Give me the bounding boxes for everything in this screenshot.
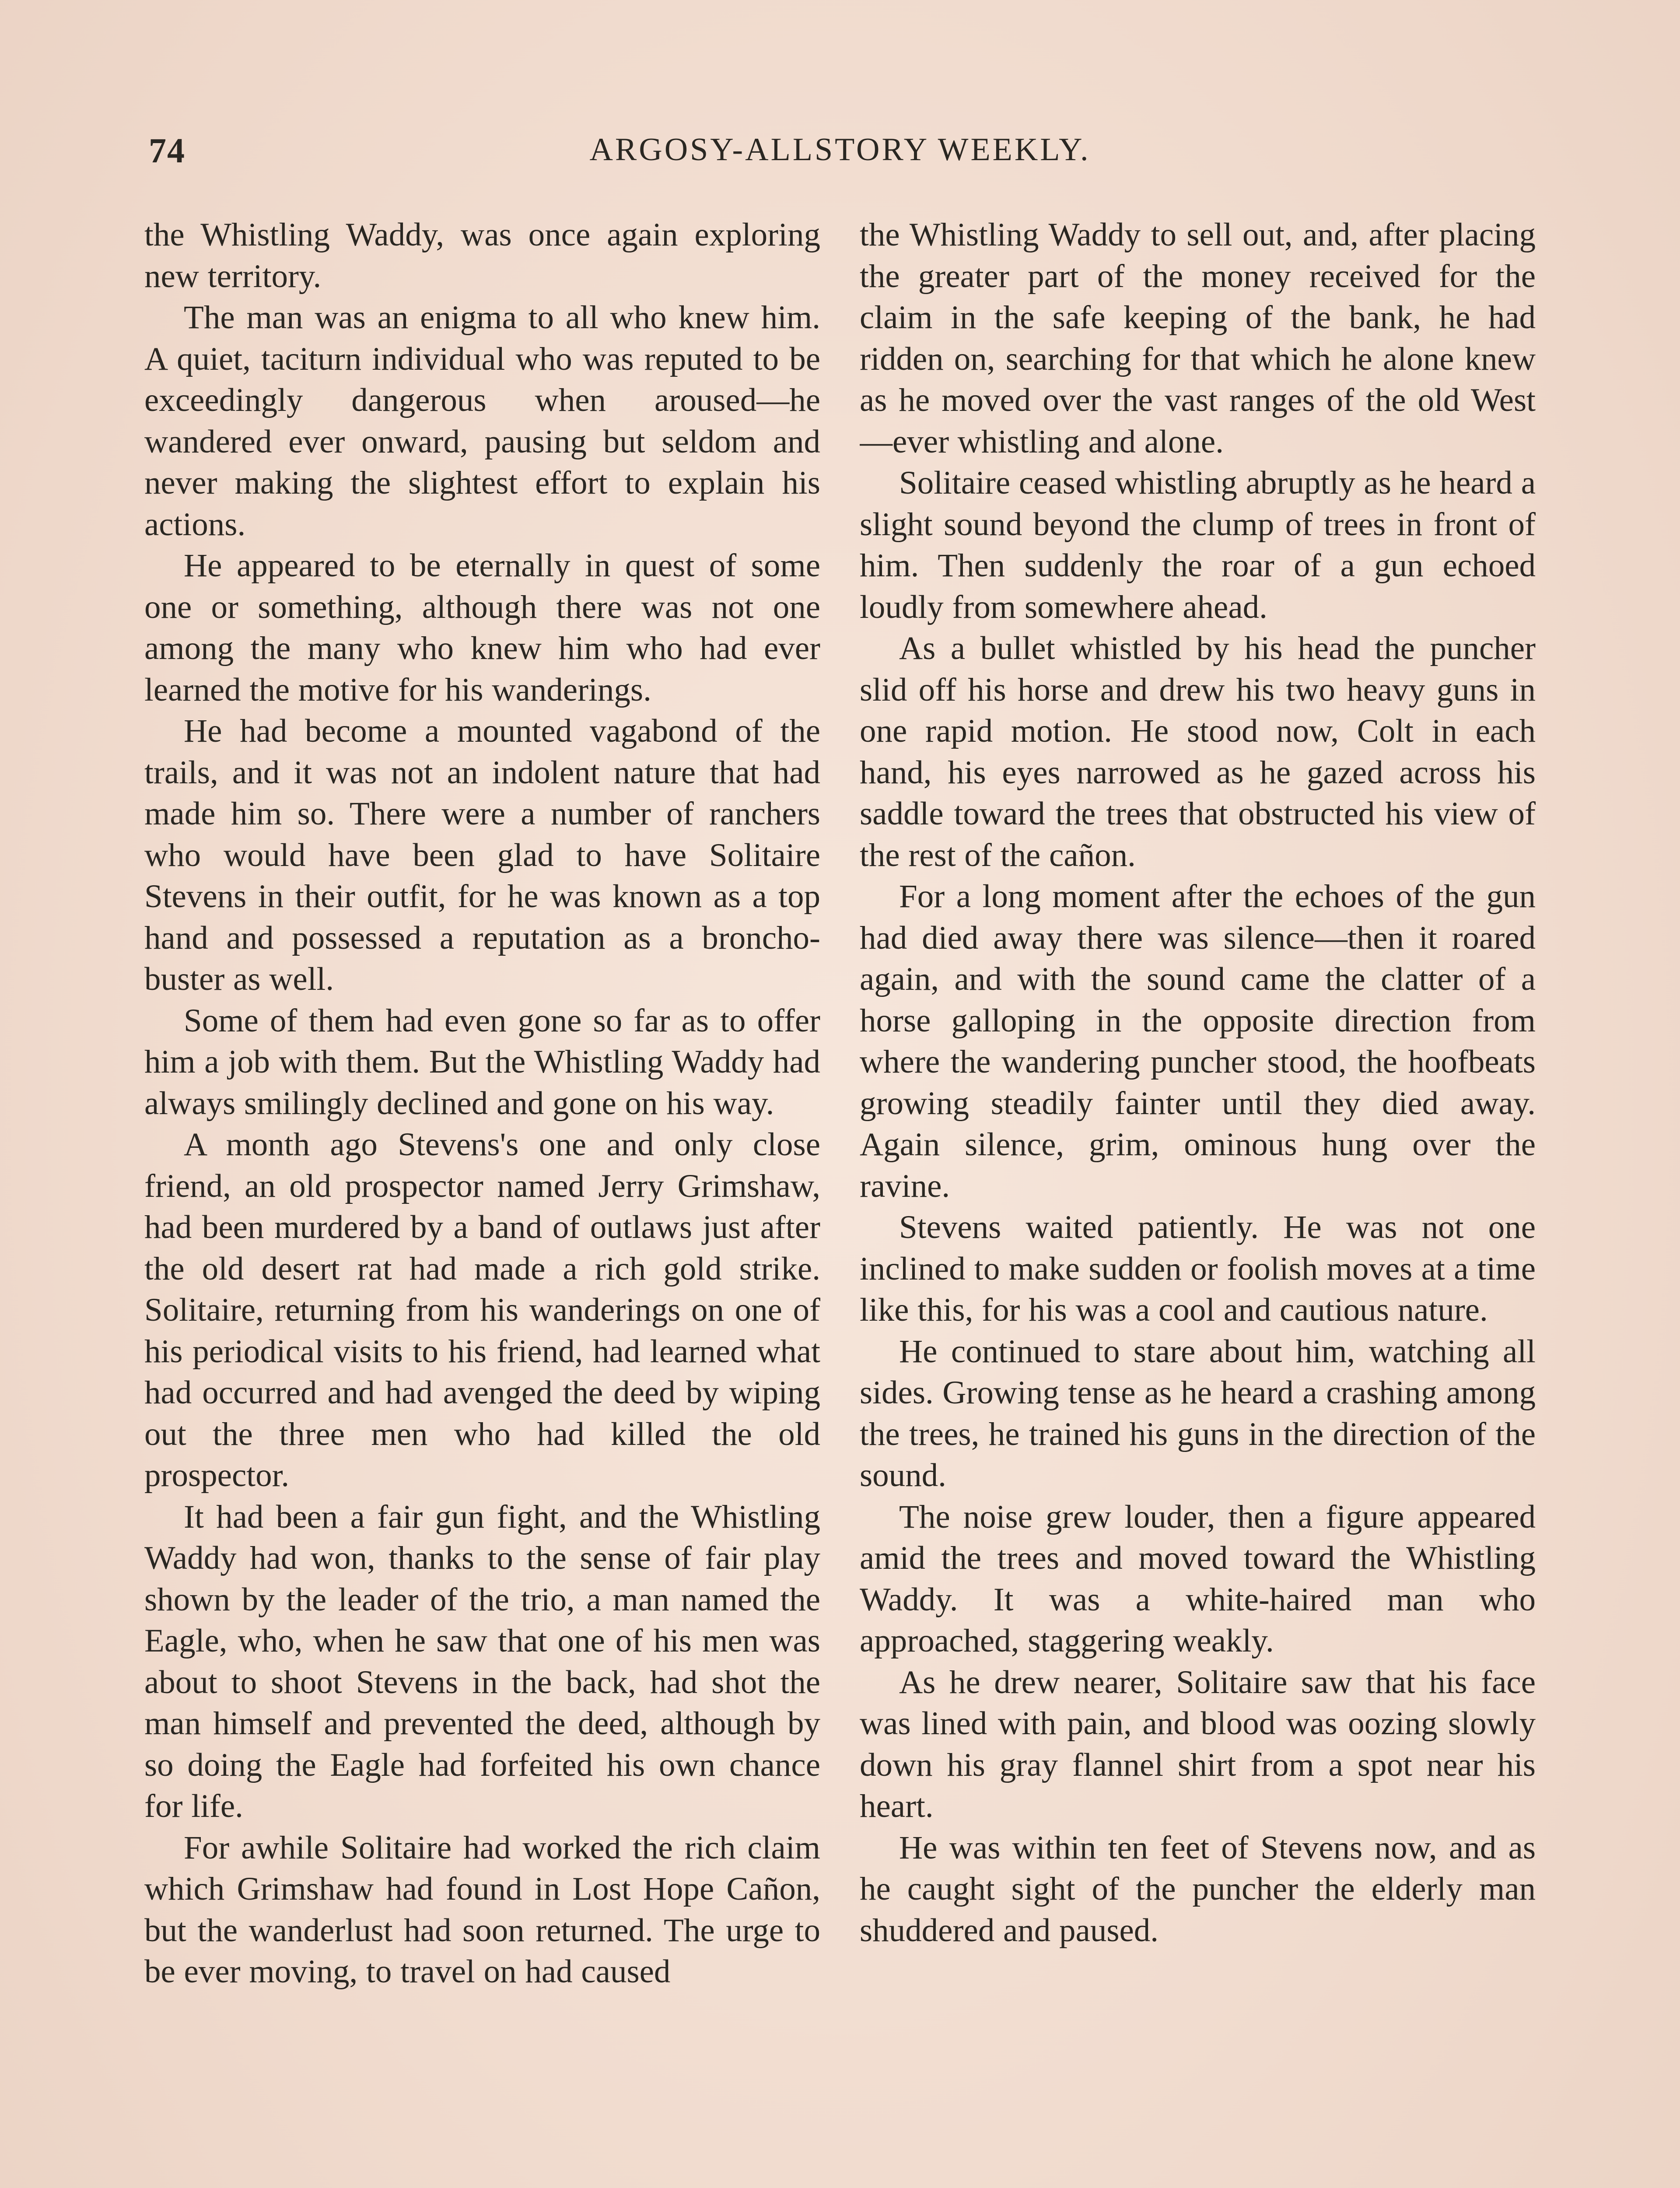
paragraph: A month ago Stevens's one and only close friend, an old prospector named Jerry Grimshaw, had been murdered by a band of outlaws just after the old desert rat had made a rich gold strike. Solitaire, returning from his wanderings on one of his periodical visits to his friend, had learned what had occurred and had avenged the deed by wiping out the three men who had killed the old prospector. [144, 1126, 820, 1494]
paragraph: The man was an enigma to all who knew him. A quiet, taciturn individual who was reputed to be exceedingly dangerous when aroused—he wandered ever onward, pausing but seldom and never making the slightest effort to explain his actions. [144, 299, 820, 543]
paragraph: Stevens waited patiently. He was not one inclined to make sudden or foolish moves at a time like this, for his was a cool and cautious nature. [860, 1209, 1536, 1328]
paragraph: Some of them had even gone so far as to offer him a job with them. But the Whistling Waddy had always smilingly declined and gone on his way. [144, 1002, 820, 1122]
paragraph: For a long moment after the echoes of the gun had died away there was silence—then it roared again, and with the sound came the clatter of a horse galloping in the opposite direction from where the wandering puncher stood, the hoofbeats growing steadily fainter until they died away. Again silence, grim, ominous hung over the ravine. [860, 878, 1536, 1204]
paragraph: He continued to stare about him, watching all sides. Growing tense as he heard a crashing among the trees, he trained his guns in the direction of the sound. [860, 1333, 1536, 1494]
paragraph: the Whistling Waddy, was once again exploring new territory. [144, 217, 820, 295]
paragraph: He had become a mounted vagabond of the trails, and it was not an indolent nature that had made him so. There were a number of ranchers who would have been glad to have Solitaire Stevens in their outfit, for he was known as a top hand and possessed a reputation as a broncho-buster as well. [144, 713, 820, 997]
right-column [860, 214, 1536, 2188]
page-number: 74 [149, 132, 186, 170]
page-header [144, 131, 1536, 193]
text-columns [144, 214, 1536, 2188]
paragraph: He was within ten feet of Stevens now, and as he caught sight of the puncher the elderly man shuddered and paused. [860, 1829, 1536, 1949]
paragraph: As he drew nearer, Solitaire saw that his face was lined with pain, and blood was oozing slowly down his gray flannel shirt from a spot near his heart. [860, 1664, 1536, 1824]
paragraph: The noise grew louder, then a figure appeared amid the trees and moved toward the Whistling Waddy. It was a white-haired man who approached, staggering weakly. [860, 1498, 1536, 1659]
running-head: ARGOSY-ALLSTORY WEEKLY. [589, 132, 1091, 168]
paragraph: It had been a fair gun fight, and the Whistling Waddy had won, thanks to the sense of fair play shown by the leader of the trio, a man named the Eagle, who, when he saw that one of his men was about to shoot Stevens in the back, had shot the man himself and prevented the deed, although by so doing the Eagle had forfeited his own chance for life. [144, 1498, 820, 1824]
paragraph: He appeared to be eternally in quest of some one or something, although there was not one among the many who knew him who had ever learned the motive for his wanderings. [144, 547, 820, 708]
paragraph: For awhile Solitaire had worked the rich claim which Grimshaw had found in Lost Hope Cañon, but the wanderlust had soon returned. The urge to be ever moving, to travel on had caused [144, 1829, 820, 1990]
left-column [144, 214, 820, 2188]
paragraph: Solitaire ceased whistling abruptly as he heard a slight sound beyond the clump of trees in front of him. Then suddenly the roar of a gun echoed loudly from somewhere ahead. [860, 465, 1536, 625]
paragraph: As a bullet whistled by his head the puncher slid off his horse and drew his two heavy guns in one rapid motion. He stood now, Colt in each hand, his eyes narrowed as he gazed across his saddle toward the trees that obstructed his view of the rest of the cañon. [860, 630, 1536, 873]
paragraph: the Whistling Waddy to sell out, and, after placing the greater part of the money received for the claim in the safe keeping of the bank, he had ridden on, searching for that which he alone knew as he moved over the vast ranges of the old West—ever whistling and alone. [860, 217, 1536, 460]
